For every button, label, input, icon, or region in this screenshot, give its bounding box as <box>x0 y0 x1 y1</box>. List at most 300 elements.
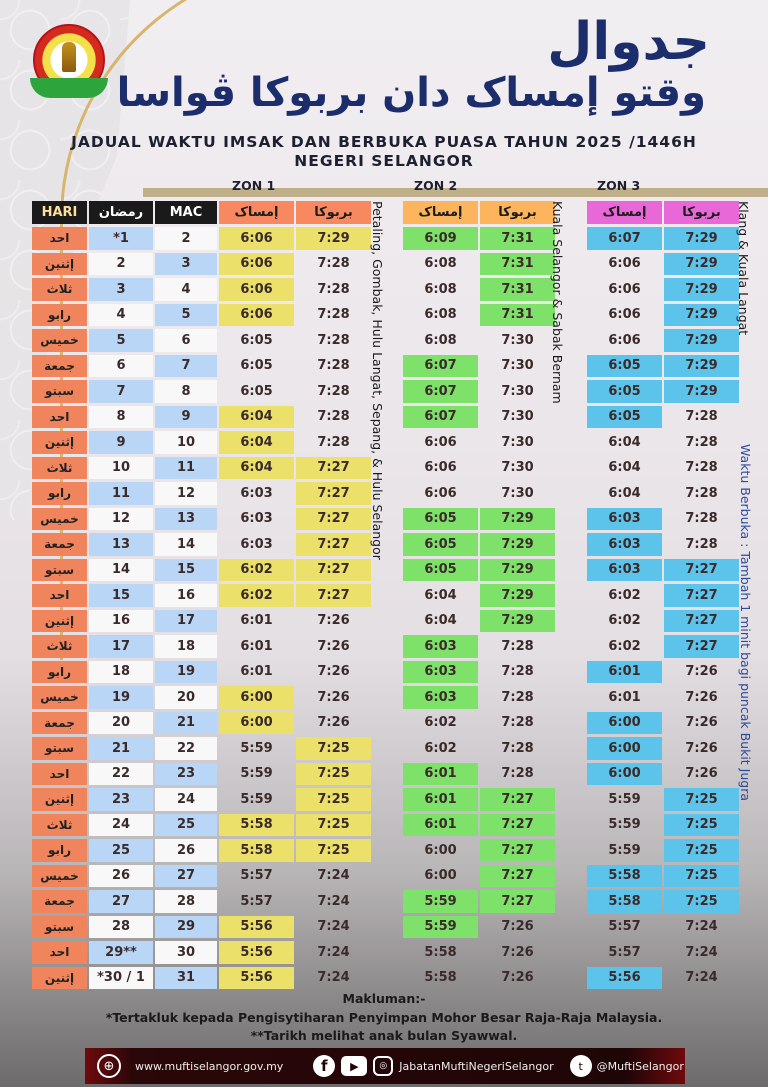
hari-cell: إثنين <box>32 431 87 454</box>
ramadan-cell: 28 <box>89 916 153 939</box>
z1-berbuka-cell: 7:26 <box>317 664 350 680</box>
z1-berbuka-cell: 7:24 <box>317 893 350 909</box>
z1-imsak-cell: 6:02 <box>219 559 294 582</box>
ramadan-cell: 11 <box>89 482 153 505</box>
z2-berbuka-cell: 7:29 <box>480 584 555 607</box>
z1-imsak-cell: 5:59 <box>240 766 273 782</box>
timetable <box>30 198 741 992</box>
z1-berbuka-cell: 7:26 <box>317 715 350 731</box>
ramadan-cell: *1 <box>89 227 153 250</box>
gap <box>557 967 585 990</box>
z2-imsak-cell: 6:03 <box>403 635 478 658</box>
z1-imsak-cell: 6:03 <box>240 485 273 501</box>
notes <box>0 990 768 1046</box>
col-z3-berbuka: بربوکا <box>664 201 739 224</box>
z2-imsak-cell: 6:02 <box>424 740 457 756</box>
z2-berbuka-cell: 7:27 <box>480 814 555 837</box>
hari-cell: إثنين <box>32 253 87 276</box>
mac-cell: 16 <box>155 584 217 607</box>
z3-berbuka-cell: 7:29 <box>664 304 739 327</box>
mac-cell: 12 <box>155 482 217 505</box>
gap <box>373 890 401 913</box>
gap <box>373 967 401 990</box>
z1-imsak-cell: 6:00 <box>219 712 294 735</box>
z2-berbuka-cell: 7:27 <box>480 890 555 913</box>
mac-cell: 27 <box>155 865 217 888</box>
gap <box>373 686 401 709</box>
table-row <box>32 890 739 913</box>
footer-bar <box>85 1048 685 1084</box>
z2-imsak-cell: 5:59 <box>403 890 478 913</box>
z3-berbuka-cell: 7:28 <box>685 536 718 552</box>
z1-berbuka-cell: 7:27 <box>296 482 371 505</box>
z2-imsak-cell: 6:01 <box>403 814 478 837</box>
gap <box>557 431 585 454</box>
zone3-note: Waktu Berbuka : Tambah 1 minit bagi puncak Bukit Jugra <box>738 444 753 802</box>
z1-berbuka-cell: 7:28 <box>317 409 350 425</box>
z3-berbuka-cell: 7:25 <box>664 890 739 913</box>
z2-berbuka-cell: 7:30 <box>501 434 534 450</box>
ramadan-cell: 25 <box>89 839 153 862</box>
zone2-label: ZON 2 <box>414 178 458 193</box>
hari-cell: سبتو <box>32 737 87 760</box>
table-row <box>32 763 739 786</box>
z2-imsak-cell: 6:05 <box>403 559 478 582</box>
hari-cell: جمعة <box>32 712 87 735</box>
z1-imsak-cell: 6:04 <box>219 431 294 454</box>
z1-berbuka-cell: 7:24 <box>317 944 350 960</box>
twitter-icon[interactable]: t <box>570 1055 592 1077</box>
hari-cell: إثنين <box>32 967 87 990</box>
ramadan-cell: 6 <box>89 355 153 378</box>
z3-imsak-cell: 6:01 <box>587 661 662 684</box>
mac-cell: 2 <box>155 227 217 250</box>
gap <box>557 610 585 633</box>
col-z1-imsak: إمساک <box>219 201 294 224</box>
facebook-icon[interactable]: f <box>313 1055 335 1077</box>
ramadan-cell: 27 <box>89 890 153 913</box>
hari-cell: رابو <box>32 661 87 684</box>
gap <box>557 508 585 531</box>
z1-berbuka-cell: 7:28 <box>317 307 350 323</box>
table-row <box>32 737 739 760</box>
hari-cell: رابو <box>32 304 87 327</box>
mac-cell: 30 <box>155 941 217 964</box>
z1-berbuka-cell: 7:26 <box>317 638 350 654</box>
ramadan-cell: 13 <box>89 533 153 556</box>
ramadan-cell: 5 <box>89 329 153 352</box>
z2-berbuka-cell: 7:29 <box>480 533 555 556</box>
gap <box>557 584 585 607</box>
z2-imsak-cell: 6:05 <box>403 508 478 531</box>
z3-imsak-cell: 6:04 <box>608 460 641 476</box>
mac-cell: 20 <box>155 686 217 709</box>
z3-berbuka-cell: 7:28 <box>685 434 718 450</box>
ramadan-cell: 15 <box>89 584 153 607</box>
z3-berbuka-cell: 7:25 <box>664 839 739 862</box>
z3-berbuka-cell: 7:29 <box>664 227 739 250</box>
hari-cell: إثنين <box>32 610 87 633</box>
ramadan-cell: 2 <box>89 253 153 276</box>
table-row <box>32 839 739 862</box>
z2-berbuka-cell: 7:28 <box>501 740 534 756</box>
z2-imsak-cell: 6:09 <box>403 227 478 250</box>
z1-berbuka-cell: 7:25 <box>296 737 371 760</box>
z2-berbuka-cell: 7:30 <box>501 383 534 399</box>
zone3-label: ZON 3 <box>597 178 641 193</box>
z1-imsak-cell: 5:56 <box>219 916 294 939</box>
title-arabic-line1: جدوال <box>547 12 710 72</box>
col-hari: HARI <box>32 201 87 224</box>
z2-berbuka-cell: 7:28 <box>501 689 534 705</box>
mac-cell: 18 <box>155 635 217 658</box>
z3-imsak-cell: 6:06 <box>608 281 641 297</box>
z3-berbuka-cell: 7:26 <box>685 689 718 705</box>
ramadan-cell: 12 <box>89 508 153 531</box>
hari-cell: احد <box>32 584 87 607</box>
z2-berbuka-cell: 7:28 <box>501 638 534 654</box>
gap <box>557 457 585 480</box>
mac-cell: 17 <box>155 610 217 633</box>
table-row <box>32 457 739 480</box>
table-row <box>32 559 739 582</box>
gap <box>373 865 401 888</box>
z1-berbuka-cell: 7:24 <box>317 919 350 935</box>
z3-imsak-cell: 6:00 <box>587 737 662 760</box>
table-row <box>32 686 739 709</box>
z3-berbuka-cell: 7:29 <box>664 253 739 276</box>
gap <box>373 635 401 658</box>
z3-berbuka-cell: 7:26 <box>685 664 718 680</box>
z3-berbuka-cell: 7:29 <box>664 278 739 301</box>
ramadan-cell: 10 <box>89 457 153 480</box>
z3-imsak-cell: 6:06 <box>608 332 641 348</box>
gap <box>557 686 585 709</box>
table-row <box>32 253 739 276</box>
gap <box>557 814 585 837</box>
table-row <box>32 406 739 429</box>
ramadan-cell: 14 <box>89 559 153 582</box>
hari-cell: ثلاث <box>32 814 87 837</box>
table-row <box>32 661 739 684</box>
gap <box>557 533 585 556</box>
z2-imsak-cell: 5:58 <box>424 944 457 960</box>
z1-imsak-cell: 6:06 <box>219 227 294 250</box>
table-row <box>32 584 739 607</box>
mac-cell: 4 <box>155 278 217 301</box>
social-handle[interactable]: JabatanMuftiNegeriSelangor <box>399 1059 554 1073</box>
z3-imsak-cell: 6:04 <box>608 434 641 450</box>
z1-berbuka-cell: 7:27 <box>296 457 371 480</box>
table-row <box>32 304 739 327</box>
z2-imsak-cell: 6:02 <box>424 715 457 731</box>
logo-crown-icon <box>62 42 76 72</box>
gap <box>557 865 585 888</box>
gap <box>373 839 401 862</box>
z2-imsak-cell: 6:08 <box>424 281 457 297</box>
z2-berbuka-cell: 7:26 <box>501 970 534 986</box>
ramadan-cell: 21 <box>89 737 153 760</box>
youtube-icon[interactable]: ▶ <box>341 1056 367 1076</box>
gap <box>373 788 401 811</box>
z3-berbuka-cell: 7:28 <box>685 511 718 527</box>
gap <box>373 763 401 786</box>
col-z3-imsak: إمساک <box>587 201 662 224</box>
z2-imsak-cell: 6:03 <box>403 686 478 709</box>
z1-imsak-cell: 6:02 <box>219 584 294 607</box>
gap <box>557 788 585 811</box>
gap <box>557 482 585 505</box>
z1-imsak-cell: 6:01 <box>240 638 273 654</box>
z1-berbuka-cell: 7:26 <box>317 689 350 705</box>
z3-imsak-cell: 5:59 <box>608 842 641 858</box>
z3-imsak-cell: 6:03 <box>587 559 662 582</box>
z2-imsak-cell: 6:04 <box>424 587 457 603</box>
mac-cell: 8 <box>155 380 217 403</box>
table-row <box>32 635 739 658</box>
subtitle-line1: JADUAL WAKTU IMSAK DAN BERBUKA PUASA TAHUN 2025 /1446H <box>71 133 697 151</box>
z3-imsak-cell: 6:01 <box>608 689 641 705</box>
z1-berbuka-cell: 7:28 <box>317 281 350 297</box>
ramadan-cell: 8 <box>89 406 153 429</box>
mac-cell: 15 <box>155 559 217 582</box>
hari-cell: سبتو <box>32 380 87 403</box>
ramadan-cell: 17 <box>89 635 153 658</box>
gap <box>373 737 401 760</box>
hari-cell: خميس <box>32 329 87 352</box>
gap <box>373 584 401 607</box>
z2-berbuka-cell: 7:28 <box>501 715 534 731</box>
z2-imsak-cell: 6:06 <box>424 485 457 501</box>
mac-cell: 28 <box>155 890 217 913</box>
z2-berbuka-cell: 7:27 <box>480 839 555 862</box>
z2-imsak-cell: 5:58 <box>424 970 457 986</box>
table-row <box>32 865 739 888</box>
website-link[interactable]: www.muftiselangor.gov.my <box>135 1059 284 1073</box>
ramadan-cell: 4 <box>89 304 153 327</box>
z2-imsak-cell: 6:07 <box>403 380 478 403</box>
z3-imsak-cell: 6:00 <box>587 763 662 786</box>
title-arabic-line2: وقتو إمساک دان بربوکا ڤواسا <box>116 70 706 116</box>
z2-berbuka-cell: 7:29 <box>480 610 555 633</box>
z3-berbuka-cell: 7:25 <box>664 814 739 837</box>
ramadan-cell: 26 <box>89 865 153 888</box>
mac-cell: 10 <box>155 431 217 454</box>
z1-berbuka-cell: 7:28 <box>317 256 350 272</box>
twitter-handle[interactable]: @MuftiSelangor <box>596 1059 684 1073</box>
hari-cell: إثنين <box>32 788 87 811</box>
z1-berbuka-cell: 7:25 <box>296 814 371 837</box>
table-row <box>32 916 739 939</box>
hari-cell: ثلاث <box>32 278 87 301</box>
zone1-label: ZON 1 <box>232 178 276 193</box>
z3-imsak-cell: 6:05 <box>587 380 662 403</box>
z3-imsak-cell: 6:04 <box>608 485 641 501</box>
z2-berbuka-cell: 7:30 <box>501 485 534 501</box>
hari-cell: جمعة <box>32 890 87 913</box>
z2-berbuka-cell: 7:26 <box>501 944 534 960</box>
z1-imsak-cell: 6:04 <box>219 457 294 480</box>
ramadan-cell: 24 <box>89 814 153 837</box>
z3-imsak-cell: 6:03 <box>587 508 662 531</box>
ramadan-cell: 29** <box>89 941 153 964</box>
table-row <box>32 941 739 964</box>
z2-berbuka-cell: 7:30 <box>501 460 534 476</box>
z2-berbuka-cell: 7:31 <box>480 278 555 301</box>
z3-imsak-cell: 5:58 <box>587 890 662 913</box>
z1-imsak-cell: 5:57 <box>240 893 273 909</box>
table-row <box>32 610 739 633</box>
gap <box>557 559 585 582</box>
table-row <box>32 355 739 378</box>
ramadan-cell: 9 <box>89 431 153 454</box>
z3-imsak-cell: 6:07 <box>587 227 662 250</box>
z1-imsak-cell: 6:00 <box>219 686 294 709</box>
z2-imsak-cell: 6:00 <box>424 868 457 884</box>
zone1-area-label: Petaling, Gombak, Hulu Langat, Sepang, & Hulu Selangor <box>370 201 385 560</box>
z1-imsak-cell: 5:59 <box>240 740 273 756</box>
gap <box>557 941 585 964</box>
col-mac: MAC <box>155 201 217 224</box>
z2-berbuka-cell: 7:30 <box>501 358 534 374</box>
hari-cell: ثلاث <box>32 635 87 658</box>
z2-berbuka-cell: 7:30 <box>501 409 534 425</box>
z3-imsak-cell: 6:05 <box>587 355 662 378</box>
z1-imsak-cell: 5:56 <box>219 967 294 990</box>
z1-imsak-cell: 6:05 <box>240 383 273 399</box>
hari-cell: جمعة <box>32 355 87 378</box>
mac-cell: 24 <box>155 788 217 811</box>
ramadan-cell: 20 <box>89 712 153 735</box>
table-row <box>32 227 739 250</box>
z1-imsak-cell: 5:56 <box>219 941 294 964</box>
z1-berbuka-cell: 7:28 <box>317 332 350 348</box>
z1-berbuka-cell: 7:24 <box>317 970 350 986</box>
z1-imsak-cell: 6:06 <box>219 253 294 276</box>
z2-berbuka-cell: 7:26 <box>501 919 534 935</box>
z3-berbuka-cell: 7:29 <box>664 380 739 403</box>
z3-berbuka-cell: 7:24 <box>685 970 718 986</box>
table-row <box>32 482 739 505</box>
z1-berbuka-cell: 7:27 <box>296 508 371 531</box>
z2-imsak-cell: 6:08 <box>424 332 457 348</box>
z3-imsak-cell: 6:05 <box>587 406 662 429</box>
z3-berbuka-cell: 7:24 <box>685 944 718 960</box>
z1-berbuka-cell: 7:24 <box>317 868 350 884</box>
mac-cell: 5 <box>155 304 217 327</box>
z3-berbuka-cell: 7:26 <box>685 715 718 731</box>
instagram-icon[interactable]: ◎ <box>373 1056 393 1076</box>
hari-cell: سبتو <box>32 916 87 939</box>
gap <box>557 712 585 735</box>
z2-imsak-cell: 5:59 <box>403 916 478 939</box>
z2-imsak-cell: 6:01 <box>403 763 478 786</box>
z3-imsak-cell: 5:57 <box>608 944 641 960</box>
gap <box>557 737 585 760</box>
z2-berbuka-cell: 7:28 <box>501 664 534 680</box>
hari-cell: جمعة <box>32 533 87 556</box>
gap <box>557 661 585 684</box>
z1-imsak-cell: 6:06 <box>219 278 294 301</box>
z1-imsak-cell: 6:03 <box>240 536 273 552</box>
table-row <box>32 431 739 454</box>
mac-cell: 7 <box>155 355 217 378</box>
z2-berbuka-cell: 7:29 <box>480 508 555 531</box>
hari-cell: احد <box>32 941 87 964</box>
hari-cell: خميس <box>32 686 87 709</box>
mac-cell: 19 <box>155 661 217 684</box>
z2-berbuka-cell: 7:31 <box>480 227 555 250</box>
z2-berbuka-cell: 7:30 <box>501 332 534 348</box>
z1-berbuka-cell: 7:28 <box>317 383 350 399</box>
table-row <box>32 329 739 352</box>
z3-berbuka-cell: 7:26 <box>685 766 718 782</box>
z1-imsak-cell: 6:06 <box>219 304 294 327</box>
ramadan-cell: 18 <box>89 661 153 684</box>
ramadan-cell: *30 / 1 <box>89 967 153 990</box>
z3-berbuka-cell: 7:27 <box>664 635 739 658</box>
ramadan-cell: 3 <box>89 278 153 301</box>
z3-berbuka-cell: 7:27 <box>664 559 739 582</box>
ramadan-cell: 22 <box>89 763 153 786</box>
z2-imsak-cell: 6:01 <box>403 788 478 811</box>
gap <box>557 916 585 939</box>
col-ramadan: رمضان <box>89 201 153 224</box>
z3-berbuka-cell: 7:28 <box>685 409 718 425</box>
z1-imsak-cell: 6:01 <box>240 613 273 629</box>
mac-cell: 22 <box>155 737 217 760</box>
mac-cell: 6 <box>155 329 217 352</box>
z2-imsak-cell: 6:07 <box>403 355 478 378</box>
gap <box>557 890 585 913</box>
mac-cell: 11 <box>155 457 217 480</box>
z3-berbuka-cell: 7:29 <box>664 329 739 352</box>
notes-line1: *Tertakluk kepada Pengisytiharan Penyimpan Mohor Besar Raja-Raja Malaysia. <box>105 1009 663 1025</box>
z3-imsak-cell: 6:02 <box>608 587 641 603</box>
gap <box>373 941 401 964</box>
z2-imsak-cell: 6:08 <box>424 307 457 323</box>
mac-cell: 9 <box>155 406 217 429</box>
z3-imsak-cell: 6:02 <box>608 638 641 654</box>
z3-berbuka-cell: 7:25 <box>664 788 739 811</box>
z3-berbuka-cell: 7:26 <box>685 740 718 756</box>
z1-berbuka-cell: 7:27 <box>296 533 371 556</box>
ramadan-cell: 16 <box>89 610 153 633</box>
table-header-row <box>32 201 739 224</box>
z3-imsak-cell: 6:03 <box>587 533 662 556</box>
gap <box>557 635 585 658</box>
mac-cell: 31 <box>155 967 217 990</box>
z3-berbuka-cell: 7:28 <box>685 485 718 501</box>
col-z1-berbuka: بربوکا <box>296 201 371 224</box>
table-row <box>32 508 739 531</box>
z3-imsak-cell: 6:06 <box>608 256 641 272</box>
ramadan-cell: 23 <box>89 788 153 811</box>
table-row <box>32 967 739 990</box>
ramadan-cell: 19 <box>89 686 153 709</box>
mac-cell: 23 <box>155 763 217 786</box>
table-row <box>32 533 739 556</box>
hari-cell: رابو <box>32 482 87 505</box>
gap <box>557 406 585 429</box>
z1-imsak-cell: 6:05 <box>240 358 273 374</box>
z2-imsak-cell: 6:04 <box>424 613 457 629</box>
z1-berbuka-cell: 7:26 <box>317 613 350 629</box>
gap <box>373 661 401 684</box>
gap <box>373 916 401 939</box>
gap <box>373 712 401 735</box>
z1-imsak-cell: 6:04 <box>219 406 294 429</box>
